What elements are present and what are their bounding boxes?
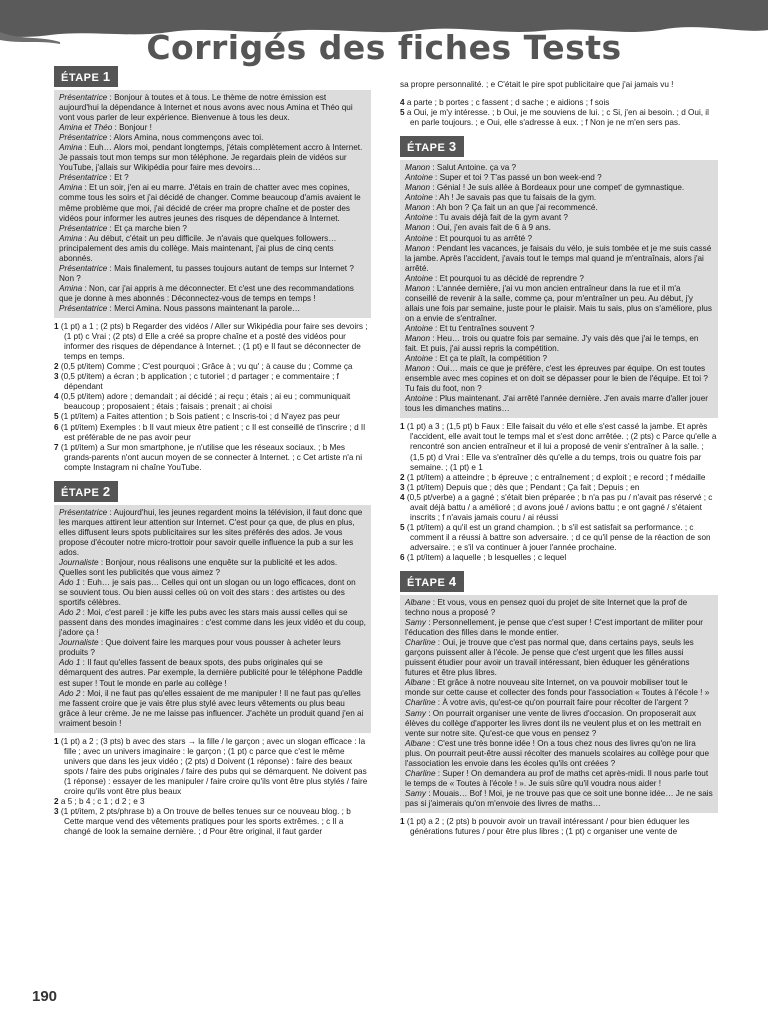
dialogue-text: : Super ! On demandera au prof de maths cet après-midi. Il nous parle tout le temps de « Toutes à l'école ! ». Je suis sûre qu'il voudra nous aider ! [405, 768, 709, 788]
speaker-name: Albane [405, 678, 431, 688]
answer-item [54, 412, 371, 422]
answer-item [400, 422, 718, 472]
dialogue-line [59, 93, 366, 123]
dialogue-line [59, 304, 366, 314]
speaker-name: Manon [405, 203, 431, 213]
answer-text: a Oui, je m'y intéresse. ; b Oui, je me souviens de lui. ; c Si, j'en ai besoin. ; d Oui, il en parle toujours. ; e Oui, elle s'adresse à eux. ; f Non je ne m'en sers pas. [406, 108, 709, 128]
speaker-name: Présentatrice [59, 303, 108, 313]
continued-answer-line [400, 80, 718, 90]
speaker-name: Amina [59, 183, 83, 193]
dialogue-text: : Pendant les vacances, je faisais du vélo, je suis tombée et je me suis cassé la jambe. Après l'accident, j'avais tout le temps mal quand je m'entraînais, alors j'ai arrêté. [405, 243, 712, 273]
speaker-name: Albane [405, 598, 431, 608]
dialogue-text: : Et pourquoi tu as arrêté ? [432, 233, 532, 243]
etape-number: 1 [102, 69, 111, 84]
etape4-answers [400, 817, 718, 837]
answer-text: (1 pt) a 2 ; (2 pts) b pouvoir avoir un travail intéressant / pour bien éduquer les générations futures / pour être plus libres ; (1 pt) c organiser une vente de [406, 817, 690, 837]
dialogue-line [59, 284, 366, 304]
speaker-name: Manon [405, 223, 431, 233]
page-number: 190 [32, 988, 58, 1005]
dialogue-line [405, 183, 713, 193]
answer-number: 4 [400, 98, 405, 108]
answer-number: 7 [54, 442, 59, 452]
dialogue-text: : Personnellement, je pense que c'est super ! C'est important de militer pour l'éducation des filles dans le monde entier. [405, 618, 704, 638]
etape-number: 3 [448, 139, 457, 155]
answer-text: (0,5 pt/item) a écran ; b application ; c tutoriel ; d partager ; e commentaire ; f dépendant [60, 372, 339, 392]
answer-number: 5 [400, 522, 405, 532]
dialogue-text: : Aujourd'hui, les jeunes regardent moins la télévision, il faut donc que les marques attirent leur attention sur Internet. C'est pour ça que, de plus en plus, elles diffusent leurs spots publicitaires sur les sites préférés des ados. Je vous propose d'écouter notre micro-trottoir pour savoir quelle influence la pub a sur les ados. [59, 507, 363, 557]
dialogue-line [405, 244, 713, 274]
answer-number: 4 [400, 492, 405, 502]
dialogue-text: : Et ça marche bien ? [107, 223, 187, 233]
speaker-name: Présentatrice [59, 223, 108, 233]
answer-text: (1 pt) a 2 ; (3 pts) b avec des stars → la fille / le garçon ; avec un slogan efficace : la fille ; avec un univers imaginaire : le garçon ; (1 pt) c parce que c'est le même univers que dans les jeux vidéo ; (2 pts) d Doivent (1 réponse) : faire des beaux spots / faire des pubs originales / faire des pubs qui se démarquent. Ne doivent pas (1 réponse) : essayer de les manipuler / faire croire qu'ils vont être plus stylés / faire croire qu'ils vont être plus beaux [60, 736, 368, 796]
speaker-name: Antoine [405, 273, 433, 283]
speaker-name: Manon [405, 243, 431, 253]
dialogue-text: : Et pourquoi tu as décidé de reprendre ? [432, 273, 584, 283]
dialogue-text: : Merci Amina. Nous passons maintenant la parole… [107, 303, 301, 313]
dialogue-text: : Moi, c'est pareil : je kiffe les pubs avec les stars mais aussi celles qui se passent dans des mondes imaginaires : c'est comme dans les jeux vidéo et du coup, j'adore ça ! [59, 608, 366, 638]
answer-item [54, 797, 371, 807]
answer-continuation: sa propre personnalité. ; e C'était le pire spot publicitaire que j'ai jamais vu ! [400, 80, 674, 89]
speaker-name: Manon [405, 163, 431, 173]
answer-item [54, 322, 371, 362]
dialogue-line [59, 224, 366, 234]
page-title: Corrigés des fiches Tests [146, 28, 622, 67]
dialogue-text: : Euh… je sais pas… Celles qui ont un slogan ou un logo efficaces, dont on se souvient tous. Ou bien aussi celles où on voit des stars : des artistes ou des sportifs célèbres. [59, 578, 356, 608]
dialogue-line [405, 193, 713, 203]
dialogue-text: : Et tu t'entraînes souvent ? [432, 323, 535, 333]
dialogue-line [59, 638, 366, 658]
right-column [400, 80, 718, 845]
answer-number: 6 [54, 422, 59, 432]
dialogue-text: : Et vous, vous en pensez quoi du projet de site Internet que la prof de techno nous a proposé ? [405, 598, 688, 618]
answer-text: (1 pt) a 3 ; (1,5 pt) b Faux : Elle faisait du vélo et elle s'est cassé la jambe. Et après l'accident, elle avait tout le temps mal et s'est donc arrêtée. ; (2 pts) c Parce qu'elle a rencontré son ancien entraîneur et il lui a proposé de venir s'entraîner à la salle. ; (1,5 pt) d Vrai : Elle va s'entraîner dès qu'elle a du temps, trois ou quatre fois par semaine. ; (1 pt) e 1 [406, 422, 717, 472]
dialogue-line [405, 334, 713, 354]
answer-text: (1 pt/item, 2 pts/phrase b) a On trouve de belles tenues sur ce nouveau blog. ; b Cette marque vend des vêtements pratiques pour les sports extrêmes. ; c Il a changé de look la semaine dernière. ; d Pour être original, il faut garder [60, 807, 351, 837]
dialogue-text: : Super et toi ? T'as passé un bon week-end ? [432, 173, 602, 183]
dialogue-line [405, 598, 713, 618]
answer-number: 5 [400, 108, 405, 118]
speaker-name: Manon [405, 364, 431, 374]
dialogue-text: : Et grâce à notre nouveau site Internet, on va pouvoir mobiliser tout le monde sur cette cause et collecter des fonds pour l'association « Toutes à l'école ! » [405, 678, 710, 698]
dialogue-text: : Mouais… Bof ! Moi, je ne trouve pas que ce soit une bonne idée… Je ne sais pas si j'aimerais qu'on m'envoie des livres de maths… [405, 788, 713, 808]
dialogue-line [59, 183, 366, 223]
dialogue-text: : Oui, je trouve que c'est pas normal que, dans certains pays, seuls les garçons puissent aller à l'école. Je pense que c'est urgent que les filles aussi puissent étudier pour avoir un travail intéressant, bien éduquer les générations futures et être plus libres. [405, 638, 694, 678]
dialogue-line [59, 658, 366, 688]
dialogue-line [405, 163, 713, 173]
dialogue-text: : Ah ! Je savais pas que tu faisais de la gym. [432, 193, 597, 203]
dialogue-text: : C'est une très bonne idée ! On a tous chez nous des livres qu'on ne lira plus. On pourrait peut-être aussi récolter des manuels scolaires au collège pour que l'association les envoie dans les écoles qu'ils ont créées ? [405, 738, 710, 768]
etape-number: 2 [102, 483, 111, 499]
answer-item [54, 443, 371, 473]
answer-text: (0,5 pt/verbe) a a gagné ; s'était bien préparée ; b n'a pas pu / n'avait pas réservé ; c avait déjà battu / a amélioré ; d avons joué / avions battu ; e ont gagné / s'étaient inscrits ; f n'avais jamais couru / ai réussi [406, 492, 713, 522]
answer-item [400, 553, 718, 563]
answer-item [54, 423, 371, 443]
speaker-name: Manon [405, 183, 431, 193]
answer-text: (1 pt/item) a qu'il est un grand champion. ; b s'il est satisfait sa performance. ; c comment il a réussi à battre son adversaire. ; d ce qu'il pense de la réaction de son adversaire. ; e s'il va continuer à jouer l'année prochaine. [406, 522, 711, 552]
speaker-name: Présentatrice [59, 133, 108, 143]
speaker-name: Albane [405, 738, 431, 748]
answer-text: (1 pt/item) a laquelle ; b lesquelles ; c lequel [406, 552, 567, 562]
answer-number: 1 [54, 736, 59, 746]
answer-text: (0,5 pt/item) adore ; demandait ; ai décidé ; ai reçu ; étais ; ai eu ; communiquait beaucoup ; proposaient ; étais ; faisais ; prenait ; ai choisi [60, 392, 351, 412]
speaker-name: Journaliste [59, 557, 99, 567]
dialogue-text: : Mais finalement, tu passes toujours autant de temps sur Internet ? Non ? [59, 263, 354, 283]
answer-item [400, 817, 718, 837]
dialogue-text: : Moi, il ne faut pas qu'elles essaient de me manipuler ! Il ne faut pas qu'elles me fassent croire que je vais être plus stylé avec leurs vêtements ou plus beau grâce à leur crème. Je ne me laisse pas influencer. J'achète un produit quand j'en ai vraiment besoin ! [59, 688, 364, 728]
dialogue-line [59, 689, 366, 729]
answer-text: (1 pt) a 1 ; (2 pts) b Regarder des vidéos / Aller sur Wikipédia pour faire ses devoirs ; (1 pt) c Vrai ; (2 pts) d Elle a créé sa propre chaîne et a posté des vidéos pour informer des risques de dépendance à Internet. ; (1 pt) e Il faut se déconnecter de temps en temps. [60, 322, 368, 362]
speaker-name: Antoine [405, 233, 433, 243]
answer-item [400, 493, 718, 523]
speaker-name: Manon [405, 283, 431, 293]
answer-number: 2 [54, 797, 59, 807]
answer-number: 1 [400, 422, 405, 432]
etape-label: ÉTAPE [61, 72, 100, 84]
dialogue-line [405, 173, 713, 183]
answer-number: 3 [54, 807, 59, 817]
dialogue-line [405, 394, 713, 414]
etape-label: ÉTAPE [407, 577, 446, 590]
dialogue-line [405, 234, 713, 244]
dialogue-text: : Ah bon ? Ça fait un an que j'ai recommencé. [430, 203, 598, 213]
speaker-name: Antoine [405, 173, 433, 183]
speaker-name: Samy [405, 788, 426, 798]
dialogue-line [59, 578, 366, 608]
dialogue-text: : Génial ! Je suis allée à Bordeaux pour une compet' de gymnastique. [430, 183, 685, 193]
etape2-transcript [54, 505, 371, 733]
etape3-answers [400, 422, 718, 563]
dialogue-line [405, 213, 713, 223]
dialogue-line [59, 123, 366, 133]
answer-number: 2 [400, 472, 405, 482]
dialogue-text: : Salut Antoine. ça va ? [430, 163, 517, 173]
dialogue-line [405, 284, 713, 324]
answer-text: (1 pt/item) a Faites attention ; b Sois patient ; c Inscris-toi ; d N'ayez pas peur [60, 412, 340, 422]
etape4-transcript [400, 595, 718, 813]
dialogue-line [405, 698, 713, 708]
speaker-name: Antoine [405, 323, 433, 333]
left-column [54, 66, 371, 845]
dialogue-text: : Heu… trois ou quatre fois par semaine. J'y vais dès que j'ai le temps, en fait. Et puis, j'ai aussi repris la compétition. [405, 333, 699, 354]
etape-label: ÉTAPE [61, 486, 100, 499]
dialogue-text: : Euh… Alors moi, pendant longtemps, j'étais complètement accro à Internet. Je passais tout mon temps sur mon téléphone. Je regardais plein de vidéos sur YouTube, j'allais sur Wikipédia pour faire mes devoirs… [59, 143, 363, 173]
etape3-transcript [400, 160, 718, 418]
speaker-name: Amina [59, 283, 83, 293]
dialogue-line [59, 508, 366, 558]
speaker-name: Charline [405, 768, 436, 778]
answer-number: 1 [54, 322, 59, 332]
dialogue-line [59, 264, 366, 284]
speaker-name: Journaliste [59, 638, 99, 648]
dialogue-text: : Et un soir, j'en ai eu marre. J'étais en train de chatter avec mes copines, comme tous les soirs et j'ai décidé de changer. Comme beaucoup d'amis avaient le même problème que moi, j'ai décidé de créer ma propre chaîne et de poster des vidéos pour informer les autres jeunes des risques de dépendance à Internet. [59, 183, 361, 223]
speaker-name: Charline [405, 698, 436, 708]
answer-text: a parte ; b portes ; c fassent ; d sache ; e aidions ; f sois [406, 98, 610, 108]
dialogue-text: : Tu avais déjà fait de la gym avant ? [432, 213, 568, 223]
speaker-name: Ado 2 [59, 608, 81, 618]
etape-label: ÉTAPE [407, 142, 446, 155]
dialogue-text: : Bonjour à toutes et à tous. Le thème de notre émission est aujourd'hui la dépendance à Internet et nous avons avec nous Amina et Théo qui vont vous parler de leur expérience. Bienvenue à tous les deux. [59, 93, 353, 123]
speaker-name: Amina et Théo [59, 123, 113, 133]
answer-item [400, 98, 718, 108]
speaker-name: Présentatrice [59, 507, 108, 517]
dialogue-text: : Oui, j'en avais fait de 6 à 9 ans. [430, 223, 551, 233]
dialogue-text: : Au début, c'était un peu difficile. Je n'avais que quelques followers… principalement des amis du collège. Mais maintenant, j'ai plus de cinq cents abonnés. [59, 233, 337, 263]
answer-number: 3 [54, 372, 59, 382]
answer-text: a 5 ; b 4 ; c 1 ; d 2 ; e 3 [60, 797, 145, 807]
speaker-name: Amina [59, 233, 83, 243]
speaker-name: Samy [405, 618, 426, 628]
dialogue-line [405, 678, 713, 698]
dialogue-line [405, 789, 713, 809]
dialogue-line [405, 739, 713, 769]
etape1-badge [54, 66, 118, 87]
answer-text: (0,5 pt/item) Comme ; C'est pourquoi ; Grâce à ; vu qu' ; à cause du ; Comme ça [60, 362, 353, 372]
speaker-name: Antoine [405, 193, 433, 203]
dialogue-text: : Non, car j'ai appris à me déconnecter. Et c'est une des recommandations que je donne à mes abonnés : Déconnectez-vous de temps en temps ! [59, 283, 354, 303]
etape2-answers [54, 737, 371, 837]
dialogue-line [405, 769, 713, 789]
dialogue-line [59, 234, 366, 264]
etape3-badge [400, 136, 464, 157]
speaker-name: Ado 1 [59, 578, 81, 588]
dialogue-text: : À votre avis, qu'est-ce qu'on pourrait faire pour récolter de l'argent ? [435, 698, 689, 708]
dialogue-text: : Alors Amina, nous commençons avec toi. [107, 133, 264, 143]
answer-item [54, 807, 371, 837]
answer-text: (1 pt/item) Exemples : b Il vaut mieux être patient ; c Il est conseillé de t'inscrire ; d Il est préférable de ne pas avoir peur [60, 422, 366, 442]
speaker-name: Manon [405, 333, 431, 343]
dialogue-text: : Bonjour, nous réalisons une enquête sur la publicité et les ados. Quelles sont les publicités que vous aimez ? [59, 557, 338, 578]
dialogue-text: : Que doivent faire les marques pour vous pousser à acheter leurs produits ? [59, 638, 341, 658]
dialogue-line [59, 133, 366, 143]
dialogue-line [405, 364, 713, 394]
answer-number: 4 [54, 392, 59, 402]
dialogue-line [59, 173, 366, 183]
dialogue-line [405, 638, 713, 678]
etape4-badge [400, 571, 464, 592]
dialogue-text: : Et ? [107, 173, 129, 183]
speaker-name: Ado 2 [59, 688, 81, 698]
answer-item [400, 473, 718, 483]
speaker-name: Présentatrice [59, 263, 108, 273]
dialogue-text: : Oui… mais ce que je préfère, c'est les épreuves par équipe. On est toutes ensemble avec mes copines et on doit se dépasser pour le bien de l'équipe. Et toi ? Tu fais du foot, non ? [405, 364, 708, 394]
answer-number: 6 [400, 552, 405, 562]
etape2-answers-continued [400, 98, 718, 128]
speaker-name: Charline [405, 638, 436, 648]
dialogue-text: : Bonjour ! [112, 123, 152, 133]
answer-item [400, 483, 718, 493]
answer-number: 3 [400, 482, 405, 492]
dialogue-line [405, 618, 713, 638]
answer-item [54, 737, 371, 797]
dialogue-line [405, 203, 713, 213]
answer-item [54, 372, 371, 392]
speaker-name: Samy [405, 708, 426, 718]
answer-text: (1 pt/item) a atteindre ; b épreuve ; c entraînement ; d exploit ; e record ; f médaille [406, 472, 706, 482]
dialogue-text: : On pourrait organiser une vente de livres d'occasion. On proposerait aux élèves du collège d'apporter les livres dont ils ne veulent plus et on les mettrait en vente sur notre site. Qu'est-ce que vous en pensez ? [405, 708, 702, 738]
speaker-name: Amina [59, 143, 83, 153]
answer-item [400, 108, 718, 128]
answer-text: (1 pt/item) Depuis que ; dès que ; Pendant ; Ça fait ; Depuis ; en [406, 482, 640, 492]
answer-item [400, 523, 718, 553]
dialogue-text: : L'année dernière, j'ai vu mon ancien entraîneur dans la rue et il m'a conseillé de revenir à la salle, comme ça, pour m'entraîner un peu. Au début, j'y allais une fois par semaine, juste pour le plaisir. Mais tu sais, plus on s'améliore, plus on a envie de s'entraîner. [405, 283, 712, 323]
answer-number: 2 [54, 362, 59, 372]
dialogue-text: : Plus maintenant. J'ai arrêté l'année dernière. J'en avais marre d'aller jouer tous les dimanches matins… [405, 394, 708, 414]
speaker-name: Présentatrice [59, 173, 108, 183]
speaker-name: Présentatrice [59, 93, 108, 102]
dialogue-line [405, 709, 713, 739]
speaker-name: Antoine [405, 394, 433, 404]
etape1-transcript [54, 90, 371, 318]
speaker-name: Ado 1 [59, 658, 81, 668]
dialogue-line [405, 223, 713, 233]
dialogue-text: : Et ça te plaît, la compétition ? [432, 354, 548, 364]
answer-number: 1 [400, 817, 405, 826]
speaker-name: Antoine [405, 354, 433, 364]
dialogue-text: : Il faut qu'elles fassent de beaux spots, des pubs originales qui se démarquent des autres. Par exemple, la dernière publicité pour le téléphone Paddle est super ! Tout le monde en parle au collège ! [59, 658, 363, 688]
answer-number: 5 [54, 412, 59, 422]
etape2-badge [54, 481, 118, 502]
etape-number: 4 [448, 574, 457, 590]
speaker-name: Antoine [405, 213, 433, 223]
answer-text: (1 pt/item) a Sur mon smartphone, je n'utilise que les réseaux sociaux. ; b Mes grands-parents n'ont aucun moyen de se connecter à Internet. ; c Cet artiste n'a ni compte Instagram ni chaîne YouTube. [60, 442, 363, 472]
dialogue-line [405, 274, 713, 284]
answer-item [54, 392, 371, 412]
answer-item [54, 362, 371, 372]
dialogue-line [59, 558, 366, 578]
dialogue-line [59, 143, 366, 173]
dialogue-line [59, 608, 366, 638]
etape1-answers [54, 322, 371, 473]
dialogue-line [405, 354, 713, 364]
dialogue-line [405, 324, 713, 334]
